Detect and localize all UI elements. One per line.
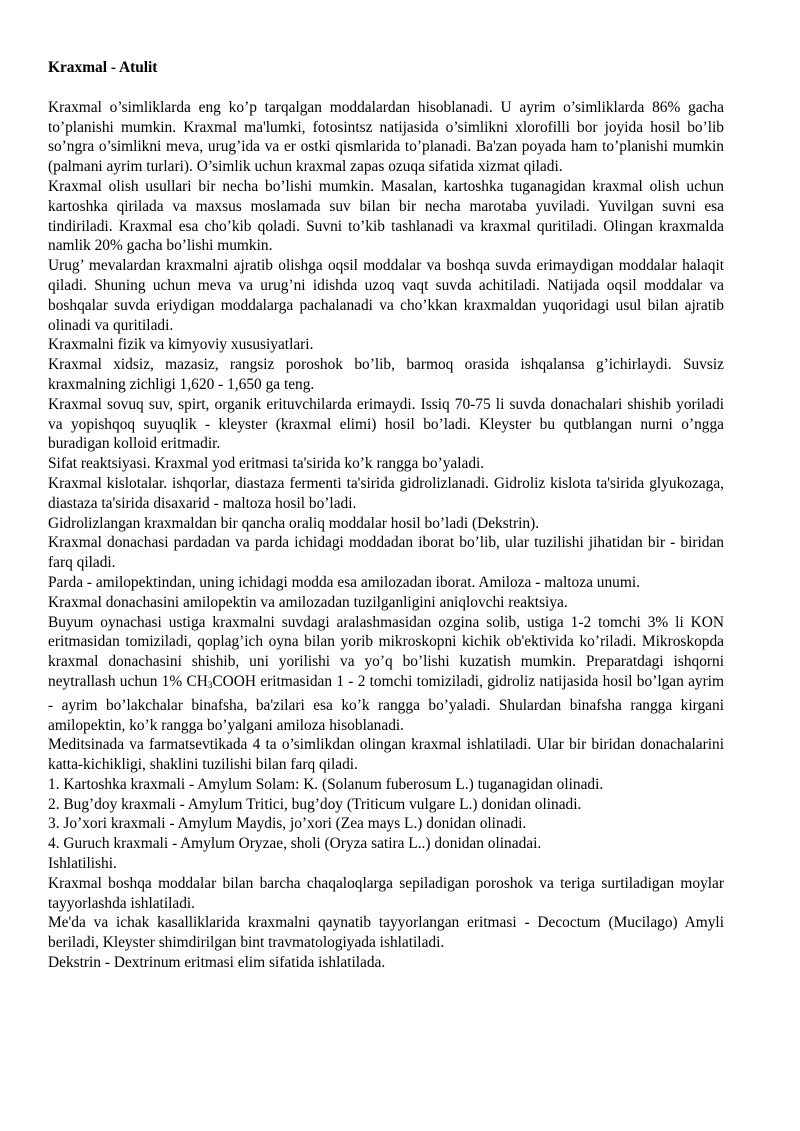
paragraph-physical: Kraxmal xidsiz, mazasiz, rangsiz poroshok bo’lib, barmoq orasida ishqalansa g’ichirlaydi. Suvsiz kraxmalning zichligi 1,620 - 1,650 ga teng. — [48, 356, 724, 393]
paragraph-hydrolysis: Kraxmal kislotalar. ishqorlar, diastaza fermenti ta'sirida gidrolizlanadi. Gidroliz kislota ta'sirida glyukozaga, diastaza ta'sirida disaxarid - maltoza hosil bo’ladi. — [48, 474, 724, 512]
paragraph-solubility: Kraxmal sovuq suv, spirt, organik erituvchilarda erimaydi. Issiq 70-75 li suvda donachalari shishib yoriladi va yopishqoq suyuqlik - kleyster (kraxmal elimi) hosil bo’ladi. Kleyster bu qutblangan nurni o’ngga buradigan kolloid eritmadir. — [48, 395, 724, 453]
section-heading-usage: Ishlatilishi. — [48, 855, 117, 873]
paragraph-medicine: Meditsinada va farmatsevtikada 4 ta o’simlikdan olingan kraxmal ishlatiladi. Ular bir biridan donachalarini katta-kichikligi, shaklini tuzilishi bilan farq qiladi. — [48, 736, 724, 774]
list-item-rice-starch: 4. Guruch kraxmali - Amylum Oryzae, sholi (Oryza satira L..) donidan olinadai. — [48, 835, 542, 853]
paragraph-usage-dextrin: Dekstrin - Dextrinum eritmasi elim sifatida ishlatilada. — [48, 954, 386, 972]
paragraph-microscopy — [48, 613, 724, 736]
formula-subscript: 3 — [207, 679, 213, 690]
microscopy-text-end: COOH eritmasidan 1 - 2 tomchi tomiziladi, gidroliz natijasida hosil bo’lgan ayrim - ayrim bo’lakchalar binafsha, ba'zilari esa ko’k rangga bo’yaladi. Shulardan binafsha rangga kirgani amilopektin, ko’k rangga bo’yalgani amiloza hisoblanadi. — [48, 672, 724, 734]
paragraph-usage-decoction: Me'da va ichak kasalliklarida kraxmalni qaynatib tayyorlangan eritmasi - Decoctum (Mucilago) Amyli beriladi, Kleyster shimdirilgan bint travmatologiyada ishlatiladi. — [48, 914, 724, 952]
paragraph-quality-reaction: Sifat reaktsiyasi. Kraxmal yod eritmasi ta'sirida ko’k rangga bo’yaladi. — [48, 455, 485, 473]
paragraph-reaction-title: Kraxmal donachasini amilopektin va amilozadan tuzilganligini aniqlovchi reaktsiya. — [48, 593, 568, 611]
paragraph-usage-powder: Kraxmal boshqa moddalar bilan barcha chaqaloqlarga sepiladigan poroshok va teriga surtiladigan moylar tayyorlashda ishlatiladi. — [48, 874, 724, 912]
paragraph-seed-extraction: Urug’ mevalardan kraxmalni ajratib olishga oqsil moddalar va boshqa suvda erimaydigan moddalar halaqit qiladi. Shuning uchun meva va urug’ni idishda uzoq vaqt suvda achitiladi. Natijada oqsil moddalar va boshqalar suvda eriydigan moddalarga pachalanadi va cho’kkan kraxmaldan yuqoridagi usul bilan ajratib olinadi va quritiladi. — [48, 257, 724, 334]
section-heading-properties: Kraxmalni fizik va kimyoviy xususiyatlari. — [48, 336, 314, 354]
paragraph-granule: Kraxmal donachasi pardadan va parda ichidagi moddadan iborat bo’lib, ular tuzilishi jihatidan bir - biridan farq qiladi. — [48, 534, 724, 572]
document-title: Kraxmal - Atulit — [48, 59, 158, 76]
document-page — [48, 58, 724, 973]
list-item-potato-starch: 1. Kartoshka kraxmali - Amylum Solam: K. (Solanum fuberosum L.) tuganagidan olinadi. — [48, 775, 604, 793]
paragraph-extraction: Kraxmal olish usullari bir necha bo’lishi mumkin. Masalan, kartoshka tuganagidan kraxmal olish uchun kartoshka qirilada va maxsus moslamada suv bilan bir necha marotaba yuviladi. Yuvilgan suvni esa tindiriladi. Kraxmal esa cho’kib qoladi. Suvni to’kib tashlanadi va kraxmal quritiladi. Olingan kraxmalda namlik 20% gacha bo’lishi mumkin. — [48, 177, 724, 255]
paragraph-membrane: Parda - amilopektindan, uning ichidagi modda esa amilozadan iborat. Amiloza - maltoza unumi. — [48, 573, 640, 591]
paragraph-dextrin: Gidrolizlangan kraxmaldan bir qancha oraliq moddalar hosil bo’ladi (Dekstrin). — [48, 514, 540, 532]
list-item-corn-starch: 3. Jo’xori kraxmali - Amylum Maydis, jo’xori (Zea mays L.) donidan olinadi. — [48, 815, 527, 833]
microscopy-text-start: Buyum oynachasi ustiga kraxmalni suvdagi aralashmasidan ozgina solib, ustiga 1-2 tomchi 3% li KON eritmasidan tomiziladi, qoplag’ich oyna bilan yorib mikroskopni kichik ob'ektivida ko’riladi. Mikroskopda kraxmal donachasini shishib, uni yorilishi va yo’q bo’lishi kuzatish mumkin. Preparatdagi ishqorni neytrallash uchun 1% CH — [48, 613, 724, 690]
paragraph-occurrence: Kraxmal o’simliklarda eng ko’p tarqalgan moddalardan hisoblanadi. U ayrim o’simliklarda 86% gacha to’planishi mumkin. Kraxmal ma'lumki, fotosintsz natijasida o’simlikni xlorofilli bor joyida hosil bo’lib so’ngra o’simlikni meva, urug’ida va er ostki qismlarida to’planadi. Ba'zan poyada ham to’planishi mumkin (palmani ayrim turlari). O’simlik uchun kraxmal zapas ozuqa sifatida xizmat qiladi. — [48, 98, 724, 176]
list-item-wheat-starch: 2. Bug’doy kraxmali - Amylum Tritici, bug’doy (Triticum vulgare L.) donidan olinadi. — [48, 795, 582, 813]
